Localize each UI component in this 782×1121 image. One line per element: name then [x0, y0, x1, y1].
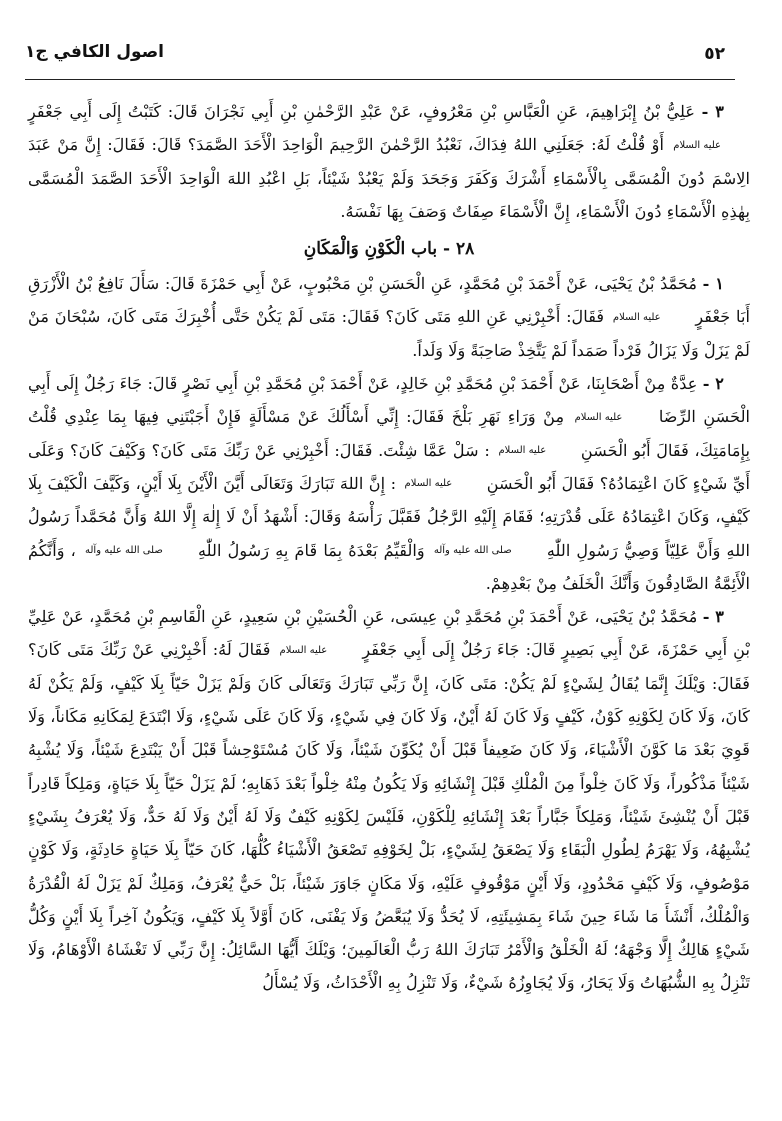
- page-number: ٥٢: [704, 44, 725, 64]
- hadith-text: فَقَالَ: أَخْبِرْنِي عَنِ اللهِ مَتَى كَانَ؟ فَقَالَ: مَتَى لَمْ يَكُنْ حَتَّى أُخْبِرَكَ مَتَى كَانَ، سُبْحَانَ مَنْ لَمْ يَزَلْ وَلَا يَزَالُ فَرْداً صَمَداً لَمْ يَتَّخِذْ صَاحِبَةً وَلَا وَلَداً.: [28, 307, 750, 360]
- hadith-text: فَقَالَ لَهُ: أَخْبِرْنِي عَنْ رَبِّكَ مَتَى كَانَ؟ فَقَالَ: وَيْلَكَ إِنَّمَا يُقَالُ لِشَيْءٍ لَمْ يَكُنْ: مَتَى كَانَ، إِنَّ رَبِّي تَبَارَكَ وَتَعَالَى كَانَ وَلَمْ يَزَلْ حَيّاً بِلَا كَيْفٍ، وَلَمْ يَكُنْ لَهُ كَانَ، وَلَا كَانَ لِكَوْنِهِ كَوْنُ، كَيْفٍ وَلَا كَانَ لَهُ أَيْنٌ، وَلَا كَانَ فِي شَيْءٍ، وَلَا كَانَ عَلَى شَيْءٍ، وَلَا ابْتَدَعَ لِمَكَانِهِ مَكَاناً، وَلَا قَوِيَ بَعْدَ مَا كَوَّنَ الْأَشْيَاءَ، وَلَا كَانَ ضَعِيفاً قَبْلَ أَنْ يُكَوِّنَ شَيْئاً، وَلَا كَانَ مُسْتَوْحِشاً قَبْلَ أَنْ يَبْتَدِعَ شَيْئاً، وَلَا يُشْبِهُ شَيْئاً مَذْكُوراً، وَلَا كَانَ خِلْواً مِنَ الْمُلْكِ قَبْلَ إِنْشَائِهِ وَلَا يَكُونُ مِنْهُ خِلْواً بَعْدَ ذَهَابِهِ؛ لَمْ يَزَلْ حَيّاً بِلَا حَيَاةٍ، وَمَلِكاً قَادِراً قَبْلَ أَنْ يُنْشِئَ شَيْئاً، وَمَلِكاً جَبَّاراً بَعْدَ إِنْشَائِهِ لِلْكَوْنِ، فَلَيْسَ لِكَوْنِهِ كَيْفٌ وَلَا لَهُ أَيْنٌ وَلَا لَهُ حَدٌّ، وَلَا يُعْرَفُ بِشَيْءٍ يُشْبِهُهُ، وَلَا يَهْرَمُ لِطُولِ الْبَقَاءِ وَلَا يَصْعَقُ لِشَيْءٍ، بَلْ لِخَوْفِهِ تَصْعَقُ الْأَشْيَاءُ كُلُّهَا، كَانَ حَيّاً بِلَا حَيَاةٍ حَادِثَةٍ، وَلَا كَوْنٍ مَوْصُوفٍ، وَلَا كَيْفٍ مَحْدُودٍ، وَلَا أَيْنٍ مَوْقُوفٍ عَلَيْهِ، وَلَا مَكَانٍ جَاوَرَ شَيْئاً، بَلْ حَيٌّ يُعْرَفُ، وَمَلِكٌ لَمْ يَزَلْ لَهُ الْقُدْرَةُ وَالْمُلْكُ، أَنْشَأَ مَا شَاءَ حِينَ شَاءَ بِمَشِيئَتِهِ، لَا يُحَدُّ وَلَا يُبَعَّضُ وَلَا يَفْنَى، كَانَ أَوَّلاً بِلَا كَيْفٍ، وَيَكُونُ آخِراً بِلَا أَيْنٍ وَكُلُّ شَيْءٍ هَالِكٌ إِلَّا وَجْهَهُ؛ لَهُ الْخَلْقُ وَالْأَمْرُ تَبَارَكَ اللهُ رَبُّ الْعَالَمِينَ؛ وَيْلَكَ أَيُّهَا السَّائِلُ: إِنَّ رَبِّي لَا تَغْشَاهُ الْأَوْهَامُ، وَلَا تَنْزِلُ بِهِ الشُّبُهَاتُ وَلَا يَحَارُ، وَلَا يُجَاوِزُهُ شَيْءٌ، وَلَا تَنْزِلُ بِهِ الْأَحْدَاثُ، وَلَا يُسْأَلُ: [28, 640, 750, 993]
- alayhi-salam-icon: عليه السلام: [612, 311, 661, 323]
- alayhi-salam-icon: عليه السلام: [498, 445, 547, 457]
- hadith-1: [28, 267, 750, 367]
- hadith-text: مُحَمَّدُ بْنُ يَحْيَى، عَنْ أَحْمَدَ بْنِ مُحَمَّدِ بْنِ عِيسَى، عَنِ الْحُسَيْنِ بْنِ سَعِيدٍ، عَنِ الْقَاسِمِ بْنِ مُحَمَّدٍ، عَنْ عَلِيِّ بْنِ أَبِي حَمْزَةَ، عَنْ أَبِي بَصِيرٍ قَالَ: جَاءَ رَجُلٌ إِلَى أَبِي جَعْفَرٍ: [28, 607, 750, 660]
- alayhi-salam-icon: عليه السلام: [673, 139, 721, 151]
- hadith-2: [28, 367, 750, 600]
- hadith-number: ٣ -: [701, 102, 724, 121]
- running-title: اصول الكافي ج١: [25, 42, 164, 62]
- hadith-3: [28, 600, 750, 1000]
- hadith-text: عَلِيُّ بْنُ إِبْرَاهِيمَ، عَنِ الْعَبَّاسِ بْنِ مَعْرُوفٍ، عَنْ عَبْدِ الرَّحْمٰنِ بْنِ أَبِي نَجْرَانَ قَالَ: كَتَبْتُ إِلَى أَبِي جَعْفَرٍ: [28, 102, 696, 121]
- hadith-text: أَوْ قُلْتُ لَهُ: جَعَلَنِي اللهُ فِدَاكَ، نَعْبُدُ الرَّحْمٰنَ الرَّحِيمَ الْوَاحِدَ الْأَحَدَ الصَّمَدَ؟ قَالَ: فَقَالَ: إِنَّ مَنْ عَبَدَ الِاسْمَ دُونَ الْمُسَمَّى بِالْأَسْمَاءِ أَشْرَكَ وَكَفَرَ وَجَحَدَ وَلَمْ يَعْبُدْ شَيْئاً، بَلِ اعْبُدِ اللهَ الْوَاحِدَ الْأَحَدَ الصَّمَدَ الْمُسَمَّى بِهٰذِهِ الْأَسْمَاءِ دُونَ الْأَسْمَاءِ، إِنَّ الْأَسْمَاءَ صِفَاتٌ وَصَفَ بِهَا نَفْسَهُ.: [28, 135, 750, 221]
- chapter-title: ٢٨ - باب الْكَوْنِ وَالْمَكَانِ: [303, 239, 475, 260]
- alayhi-salam-icon: عليه السلام: [279, 644, 328, 656]
- hadith-text: : إِنَّ اللهَ تَبَارَكَ وَتَعَالَى أَيَّنَ الْأَيْنَ بِلَا أَيْنٍ، وَكَيَّفَ الْكَيْفَ بِلَا كَيْفٍ، وَكَانَ اعْتِمَادُهُ عَلَى قُدْرَتِهِ؛ فَقَامَ إِلَيْهِ الرَّجُلُ فَقَبَّلَ رَأْسَهُ وَقَالَ: أَشْهَدُ أَنْ لَا إِلٰهَ إِلَّا اللهُ وَأَنَّ مُحَمَّداً رَسُولُ اللهِ وَأَنَّ عَلِيّاً وَصِيُّ رَسُولِ اللّٰهِ: [28, 473, 750, 560]
- hadith-number: ٢ -: [702, 374, 724, 394]
- alayhi-salam-icon: عليه السلام: [404, 478, 453, 490]
- hadith-number: ٣ -: [702, 607, 724, 627]
- hadith-number: ١ -: [702, 274, 724, 294]
- hadith-text: عِدَّةٌ مِنْ أَصْحَابِنَا، عَنْ أَحْمَدَ بْنِ مُحَمَّدِ بْنِ خَالِدٍ، عَنْ أَحْمَدَ بْنِ مُحَمَّدِ بْنِ أَبِي نَصْرٍ قَالَ: جَاءَ رَجُلٌ إِلَى أَبِي الْحَسَنِ الرِّضَا: [28, 374, 751, 427]
- page-header: [25, 40, 735, 78]
- hadith-text: مُحَمَّدُ بْنُ يَحْيَى، عَنْ أَحْمَدَ بْنِ مُحَمَّدٍ، عَنِ الْحَسَنِ بْنِ مَحْبُوبٍ، عَنْ أَبِي حَمْزَةَ قَالَ: سَأَلَ نَافِعُ بْنُ الْأَزْرَقِ أَبَا جَعْفَرٍ: [28, 274, 750, 327]
- hadith-text: مِنْ وَرَاءِ نَهَرِ بَلْخَ فَقَالَ: إِنِّي أَسْأَلُكَ عَنْ مَسْأَلَةٍ فَإِنْ أَجَبْتَنِي فِيهَا بِمَا عِنْدِي قُلْتُ بِإِمَامَتِكَ، فَقَالَ أَبُو الْحَسَنِ: [28, 407, 750, 460]
- alayhi-salam-icon: عليه السلام: [574, 411, 623, 423]
- salla-allah-icon: صلى الله عليه وآله: [433, 545, 512, 557]
- hadith-text: ، وَأَنَّكُمُ الْأَئِمَّةُ الصَّادِقُونَ وَأَنَّكَ الْخَلَفُ مِنْ بَعْدِهِمْ.: [28, 540, 750, 593]
- hadith-3-previous-chapter: [28, 95, 750, 228]
- salla-allah-icon: صلى الله عليه وآله: [85, 545, 163, 557]
- hadith-text: وَالْقَيِّمُ بَعْدَهُ بِمَا قَامَ بِهِ رَسُولُ اللّٰهِ: [197, 540, 425, 560]
- header-rule: [25, 79, 735, 80]
- hadith-text: : سَلْ عَمَّا شِئْتَ. فَقَالَ: أَخْبِرْنِي عَنْ رَبِّكَ مَتَى كَانَ؟ وَكَيْفَ كَانَ؟ وَعَلَى أَيِّ شَيْءٍ كَانَ اعْتِمَادُهُ؟ فَقَالَ أَبُو الْحَسَنِ: [28, 440, 750, 493]
- page-body: [28, 95, 750, 1000]
